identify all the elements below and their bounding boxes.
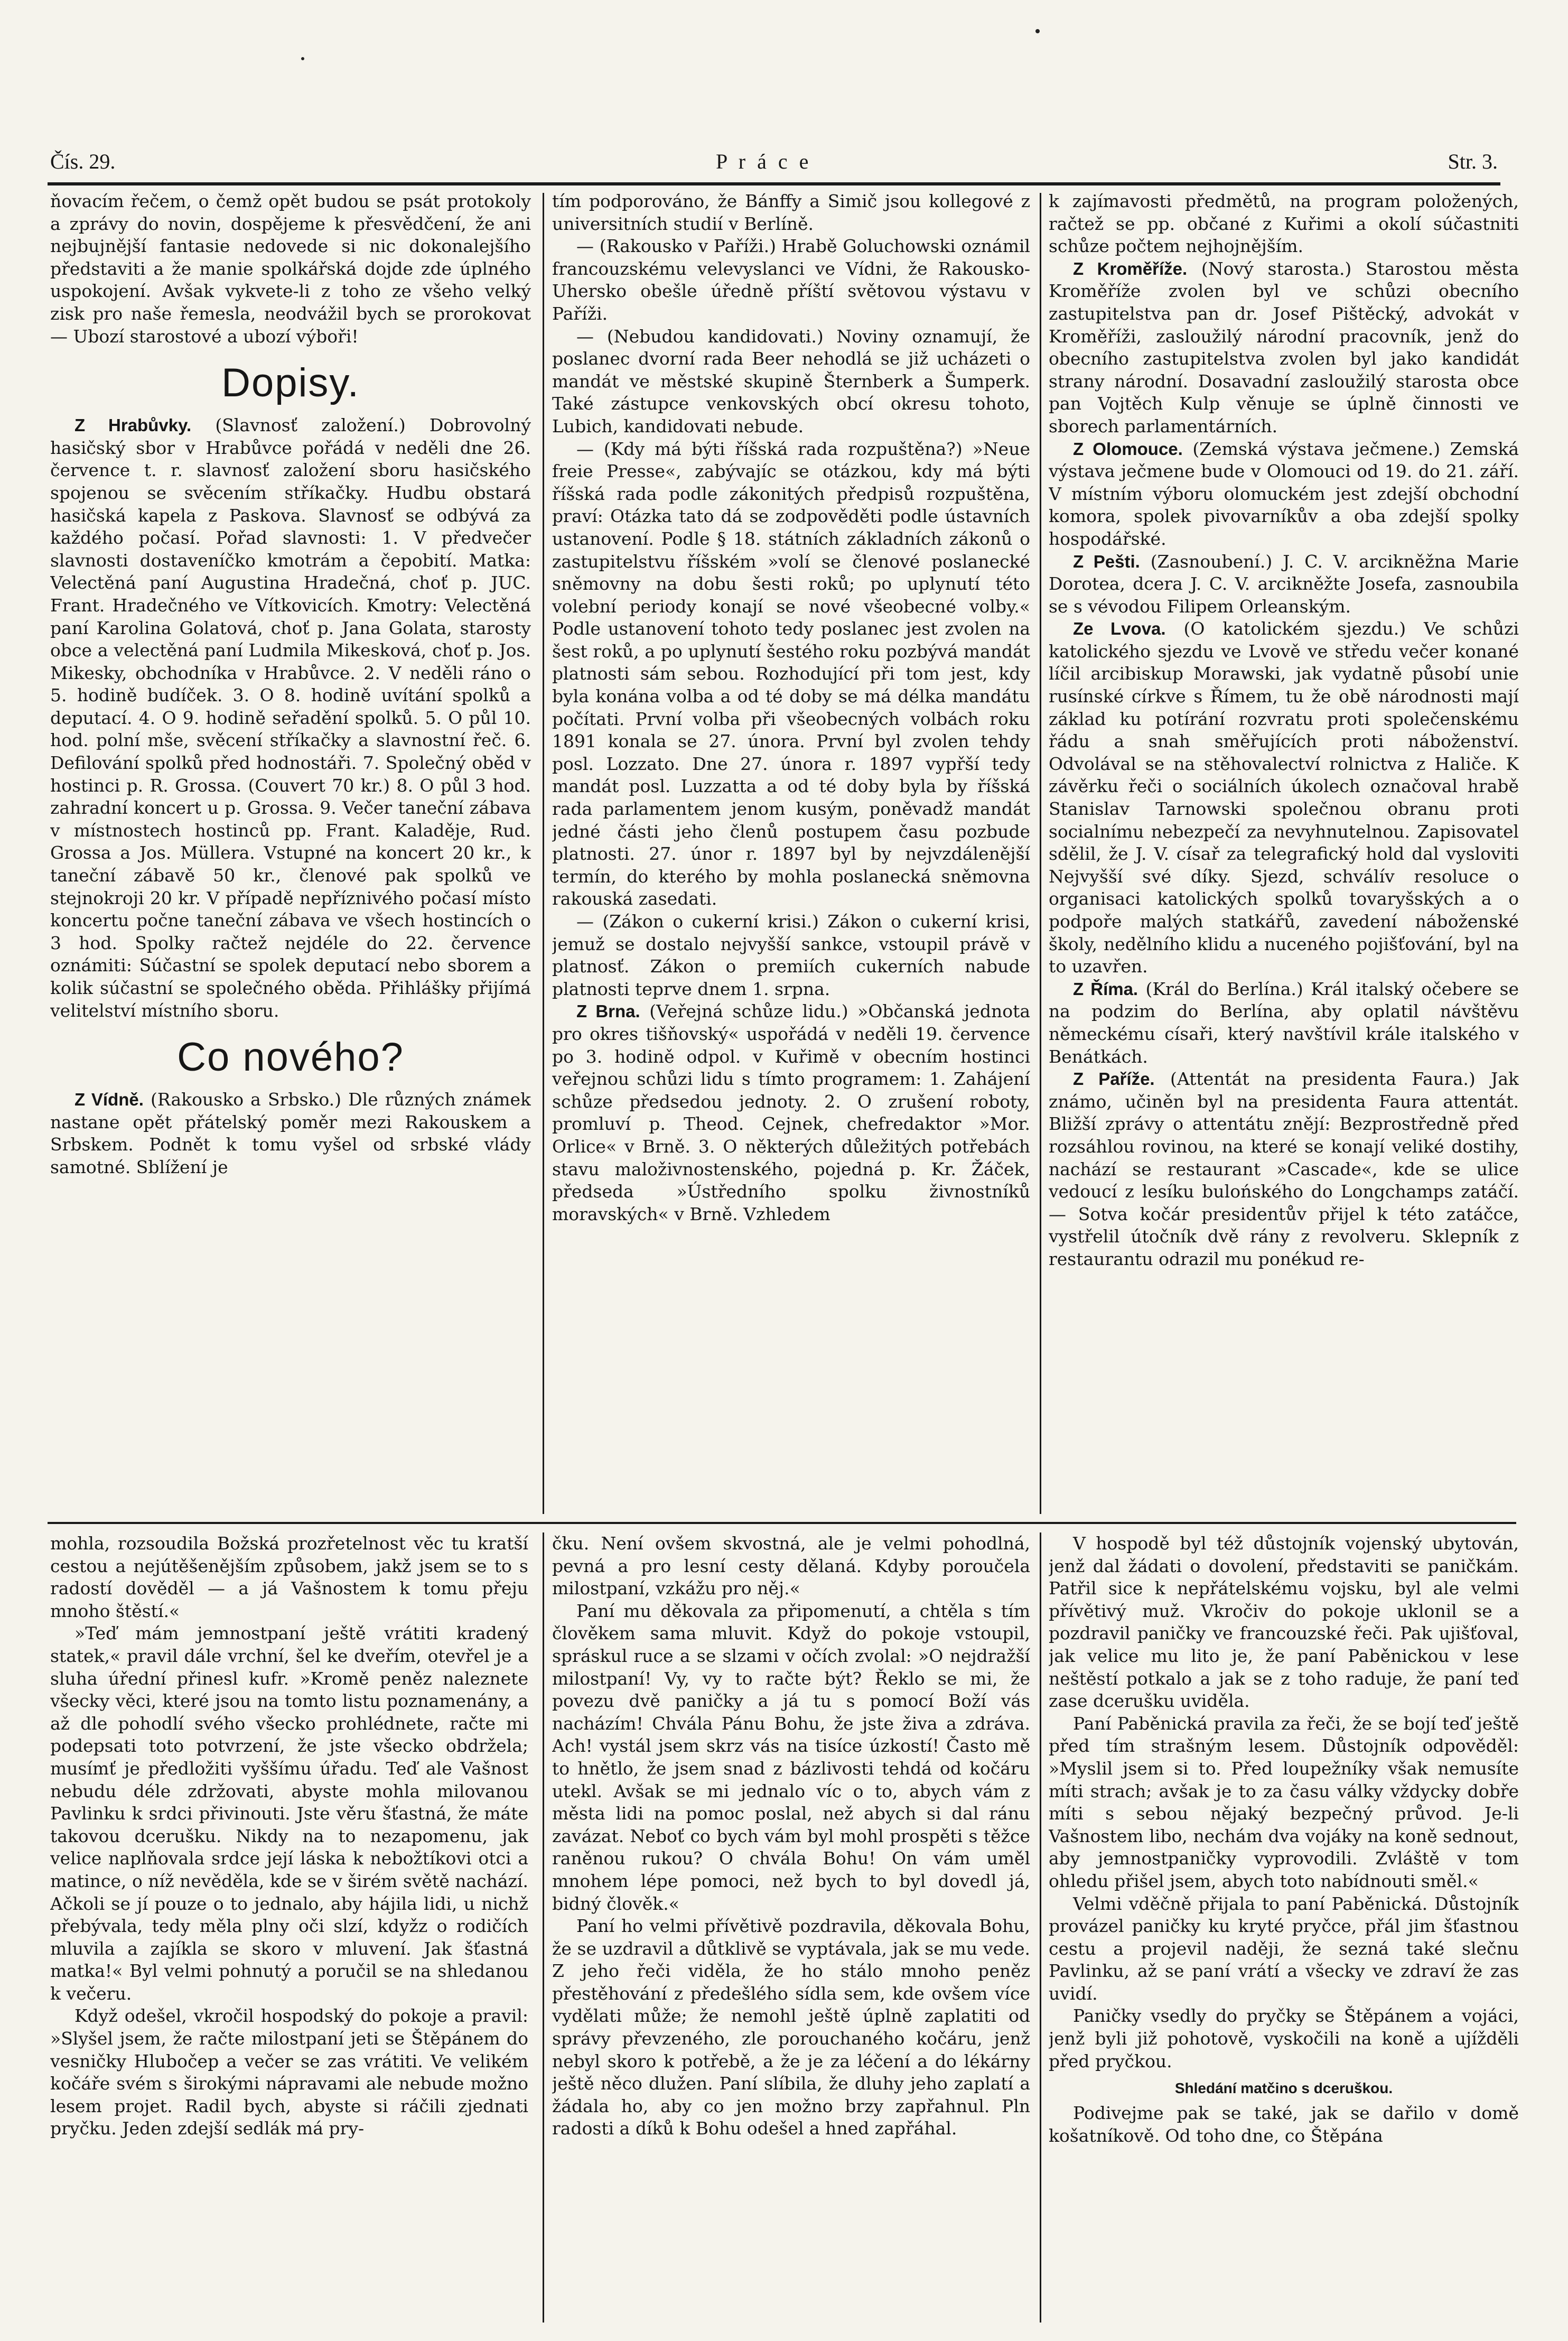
article-rakousko-pariz: — (Rakousko v Paříži.) Hrabě Goluchowski oznámil francouzskému velevyslanci ve Vídni, že Rakousko-Uhersko obešle úředně příští světovou výstavu v Paříži. xyxy=(552,236,1030,324)
story-paragraph: čku. Není ovšem skvostná, ale je velmi pohodlná, pevná a pro lesní cesty dělaná. Kdyby poroučela milostpaní, vzkážu pro něj.« xyxy=(552,1533,1030,1599)
article-hrabuvka: Z Hrabůvky. (Slavnosť založení.) Dobrovolný hasičský sbor v Hrabůvce pořádá v neděli dne 26. července t. r. slavnosť založení sboru hasičského spojenou se svěcením stříkačky. Hudbu obstará hasičská kapela z Paskova. Slavnosť se odbývá za každého počasí. Pořad slavnosti: 1. V předvečer slavnosti dostaveníčko kmotrám a čepobití. Matka: Velectěná paní Augustina Hradečná, choť p. JUC. Frant. Hradečného ve Vítkovicích. Kmotry: Velectěná paní Karolina Golatová, choť p. Jana Golata, starosty obce a velectěná paní Ludmila Mikesková, choť p. Jos. Mikesky, obchodníka v Hrabůvce. 2. V neděli ráno o 5. hodině budíček. 3. O 8. hodině uvítání spolků a deputací. 4. O 9. hodině seřadění spolků. 5. O půl 10. hod. polní mše, svěcení stříkačky a slavnostní řeč. 6. Defilování spolků před hodnostáři. 7. Společný oběd v hostinci p. R. Grossa. (Couvert 70 kr.) 8. O půl 3 hod. zahradní koncert u p. Grossa. 9. Večer taneční zábava v místnostech hostinců pp. Frant. Kaladěje, Rud. Grossa a Jos. Müllera. Vstupné na koncert 20 kr., k taneční zábavě 50 kr., členové pak spolků ve stejnokroji 20 kr. V případě nepříznivého počasí místo koncertu počne taneční zábava ve všech hostincích o 3 hod. Spolky račtež nejdéle do 22. července oznámiti: Súčastní se spolek deputací nebo sborem a kolik súčastní se společného oběda. Přihlášky přijímá velitelství místního sboru. xyxy=(50,415,531,1021)
story-paragraph: Paničky vsedly do pryčky se Štěpánem a vojáci, jenž byli již pohotově, vyskočili na koně a ujížděli před pryčkou. xyxy=(1049,2005,1519,2071)
article-cukerni-krise: — (Zákon o cukerní krisi.) Zákon o cukerní krisi, jemuž se dostalo nejvyšší sankce, vstoupil právě v platnosť. Zákon o premiích cukerních nabude platnosti teprve dnem 1. srpna. xyxy=(552,911,1030,999)
print-speck xyxy=(1035,29,1040,33)
story-paragraph: Podivejme pak se také, jak se dařilo v domě košatníkově. Od toho dne, co Štěpána xyxy=(1049,2103,1519,2146)
story-paragraph: Paní mu děkovala za připomenutí, a chtěla s tím člověkem sama mluvit. Když do pokoje vstoupil, spráskul ruce a se slzami v očích zvolal: »O nejdražší milostpaní! Vy, vy to račte být? Řeklo se mi, že povezu dvě paničky a já tu s pomocí Boží vás nacházím! Chvála Pánu Bohu, že jste živa a zdráva. Ach! vystál jsem skrz vás na tisíce úzkostí! Často mě to hnětlo, že jsem snad z bázlivosti tehdá od kočáru utekl. Avšak se mi jednalo víc o to, abych vám z města lidi na pomoc poslal, než abych si dal ránu zavázat. Neboť co bych vám byl mohl prospěti s těžce raněnou rukou? O chvála Bohu! On vám uměl mnohem lépe pomoci, než bych to byl dovedl já, bidný člověk.« xyxy=(552,1600,1030,1914)
article-risska-rada: — (Kdy má býti říšská rada rozpuštěna?) »Neue freie Presse«, zabývajíc se otázkou, kdy má býti říšská rada podle zákonitých předpisů rozpuštěna, praví: Otázka tato dá se zodpověděti podle ústavních ustanovení. Podle § 18. státních základních zákonů o zastupitelstvu říšském »volí se členové poslanecké sněmovny na dobu šesti roků; po uplynutí této volební periody konají se nové všeobecné volby.« Podle ustanovení tohoto tedy poslanec jest zvolen na šest roků, a po uplynutí šestého roku pozbývá mandát platnosti sám sebou. Rozhodující při tom jest, kdy byla konána volba a od té doby se má délka mandátu počítati. První volba při všeobecných volbách roku 1891 konala se 27. února. První byl zvolen tehdy posl. Lozzato. Dne 27. února r. 1897 vypřší tedy mandát posl. Luzzatta a od té doby byla by říšská rada parlamentem jenom kusým, poněvadž mandát jedné části jeho členů postupem času pozbude platnosti. 27. únor r. 1897 byl by nejvzdálenější termín, do kterého by mohla poslanecká sněmovna rakouská zasedati. xyxy=(552,438,1030,909)
feuilleton-column-2 xyxy=(552,1532,1030,2325)
print-speck xyxy=(301,57,304,60)
header-rule xyxy=(48,182,1500,185)
article-vidne: Z Vídně. (Rakousko a Srbsko.) Dle různých známek nastane opět přátelský poměr mezi Rakouskem a Srbskem. Podnět k tomu vyšel od srbské vlády samotné. Sblížení je xyxy=(50,1089,531,1177)
column-divider xyxy=(543,1532,544,2323)
column-3 xyxy=(1049,190,1519,1517)
article-continuation: k zajímavosti předmětů, na program položených, račtež se pp. občané z Kuřimi a okolí súčastniti schůze počtem nejhojnějším. xyxy=(1049,191,1519,257)
story-paragraph: Paní Paběnická pravila za řeči, že se bojí teď ještě před tím strašným lesem. Důstojník odpověděl: »Myslil jsem si to. Před loupežníky však nemusíte míti strach; avšak je to za času války vždycky dobře míti s sebou nějaký bezpečný průvod. Je-li Vašnostem libo, nechám dva vojáky na koně sednout, aby jemnostpaničky vyprovodili. Zvláště v tom ohledu přišel jsem, abych toto nabídnouti směl.« xyxy=(1049,1713,1519,1891)
issue-number: Čís. 29. xyxy=(50,150,116,173)
story-paragraph: V hospodě byl též důstojník vojenský ubytován, jenž dal žádati o dovolení, představiti se paničkám. Patřil sice k nepřátelskému vojsku, byl ale velmi přívětivý muž. Vkročiv do pokoje uklonil se a pozdravil paničky ve francouzské řeči. Pak ujišťoval, jak velice mu lito je, že paní Paběnickou v lese neštěstí potkalo a jak se z toho raduje, že paní teď zase dcerušku uviděla. xyxy=(1049,1533,1519,1712)
article-lvov: Ze Lvova. (O katolickém sjezdu.) Ve schůzi katolického sjezdu ve Lvově ve středu večer konané líčil arcibiskup Morawski, jak vydatně působí unie rusínské církve s Římem, tu že obě národnosti mají základ ku potírání rozvratu proti společenskému řádu a snah směřujících proti náboženství. Odvolával se na stěhovalectví rolnictva z Haliče. K závěrku řeči o sociálních úkolech označoval hrabě Stanislav Tarnowski společnou obranu proti socialnímu nebezpečí za nevyhnutelnou. Zapisovatel sdělil, že J. V. císař za telegrafický hold dal vysloviti Nejvyšší své díky. Sjezd, schválív resoluce o organisaci katolických spolků tovaryšských a o podpoře malých statkářů, zavedení náboženské školy, nedělního klidu a nuceného pojišťování, byl na to uzavřen. xyxy=(1049,618,1519,977)
section-heading-co-noveho: Co nového? xyxy=(177,1035,404,1080)
newspaper-title: P r á c e xyxy=(716,150,812,173)
article-continuation: tím podporováno, že Bánffy a Simič jsou kollegové z universitních studií v Berlíně. xyxy=(552,191,1030,234)
column-1 xyxy=(50,190,531,1517)
page-number: Str. 3. xyxy=(1448,150,1498,173)
column-divider xyxy=(1040,193,1041,1514)
article-nebudou-kandidovati: — (Nebudou kandidovati.) Noviny oznamují, že poslanec dvorní rada Beer nehodlá se již ucházeti o mandát ve městské skupině Šternberk a Šumperk. Také zástupce venkovských obcí okresu tohoto, Lubich, kandidovati nebude. xyxy=(552,326,1030,436)
column-divider xyxy=(543,193,544,1514)
story-paragraph: Velmi vděčně přijala to paní Paběnická. Důstojník provázel paničky ku kryté pryčce, přál jim šťastnou cestu a projevil naději, že sezná také slečnu Pavlinku, až se paní vrátí a všecky ve zdraví že zas uvidí. xyxy=(1049,1893,1519,2004)
story-paragraph: Když odešel, vkročil hospodský do pokoje a pravil: »Slyšel jsem, že račte milostpaní jeti se Štěpánem do vesničky Hlubočep a večer se zas vrátiti. Ve velikém kočáře svém s širokými nápravami ale nebude možno lesem projet. Radil bych, abyste si ráčili zjednati pryčku. Jeden zdejší sedlák má pry- xyxy=(50,2005,528,2139)
page-header xyxy=(50,149,1498,175)
feuilleton-column-1 xyxy=(50,1532,528,2325)
story-paragraph: mohla, rozsoudila Božská prozřetelnost věc tu kratší cestou a nejútěšenějším způsobem, jakž jsem se to s radostí dověděl — a já Vašnostem k tomu přeju mnoho štěstí.« xyxy=(50,1533,528,1621)
article-rim: Z Říma. (Král do Berlína.) Král italský očebere se na podzim do Berlína, aby oplatil návštěvu německému císaři, který navštívil krále italského v Benátkách. xyxy=(1049,978,1519,1067)
section-heading-dopisy: Dopisy. xyxy=(221,360,360,406)
feuilleton-rule xyxy=(48,1522,1516,1524)
chapter-heading: Shledání matčino s dceruškou. xyxy=(1174,2080,1393,2097)
column-divider xyxy=(1040,1532,1041,2323)
article-continuation: ňovacím řečem, o čemž opět budou se psát protokoly a zprávy do novin, dospějeme k přesvědčení, že ani nejbujnější fantasie nedovede si nic dokonalejšího představiti a že manie spolkářská dojde zde úplného uspokojení. Avšak vykvete-li z toho ze všeho velký zisk pro naše řemesla, neodvážil bych se prorokovat — Ubozí starostové a ubozí výboři! xyxy=(50,191,531,347)
feuilleton-column-3 xyxy=(1049,1532,1519,2325)
article-brno: Z Brna. (Veřejná schůze lidu.) »Občanská jednota pro okres tišňovský« uspořádá v neděli 19. července po 3. hodině odpol. v Kuřimě v obecním hostinci veřejnou schůzi lidu s tímto programem: 1. Zahájení schůze předsedou jednoty. 2. O zrušení roboty, promluví p. Theod. Cejnek, chefredaktor »Mor. Orlice« v Brně. 3. O některých důležitých potřebách stavu maloživnostenského, pojedná p. Kr. Žáček, předseda »Ústředního spolku živnostníků moravských« v Brně. Vzhledem xyxy=(552,1001,1030,1224)
column-2 xyxy=(552,190,1030,1517)
story-paragraph: »Teď mám jemnostpaní ještě vrátiti kradený statek,« pravil dále vrchní, šel ke dveřím, otevřel je a sluha úřední přinesl kufr. »Kromě peněz naleznete všecky věci, které jsou na tomto listu poznamenány, a až dle pohodlí svého všecko prohlédnete, račte mi podepsati toto potvrzení, že jste všecko obdržela; musímť je předložiti vyššímu úřadu. Teď ale Vašnost nebudu déle zdržovati, abyste mohla milovanou Pavlinku k srdci přivinouti. Jste věru šťastná, že máte takovou dcerušku. Nikdy na to nezapomenu, jak velice naplňovala srdce její láska k nebožtíkovi otci a matince, o níž nevěděla, kde se v širém světě nachází. Ačkoli se jí pouze o to jednalo, aby hájila lidi, u nichž přebývala, tedy měla plny oči slzí, kdyžz o rodičích mluvila a zajíkla se skoro v mluvení. Jak šťastná matka!« Byl velmi pohnutý a poručil se na shledanou k večeru. xyxy=(50,1623,528,2004)
article-olomouc: Z Olomouce. (Zemská výstava ječmene.) Zemská výstava ječmene bude v Olomouci od 19. do 21. září. V místním výboru olomuckém jest zdejší obchodní komora, spolek pivovarníkův a oba zdejší spolky hospodářské. xyxy=(1049,438,1519,549)
article-kromeriz: Z Kroměříže. (Nový starosta.) Starostou města Kroměříže zvolen byl ve schůzi obecního zastupitelstva pan dr. Josef Pištěcký, advokát v Kroměříži, zasloužilý národní pracovník, jenž do obecního zastupitelstva zvolen byl jako kandidát strany národní. Dosavadní zasloužilý starosta obce pan Vojtěch Kulp věnuje se úplně činnosti ve sborech parlamentárních. xyxy=(1049,258,1519,436)
article-pariz: Z Paříže. (Attentát na presidenta Faura.) Jak známo, učiněn byl na presidenta Faura attentát. Bližší zprávy o attentátu znějí: Bezprostředně před rozsáhlou rovinou, na které se konají veliké dostihy, nachází se restaurant »Cascade«, kde se ulice vedoucí z lesíku bulońského do Longchamps zatáčí. — Sotva kočár presidentův přijel k této zatáčce, vystřelil útočník dvě rány z revolveru. Sklepník z restaurantu odrazil mu ponékud re- xyxy=(1049,1069,1519,1269)
article-pest: Z Pešti. (Zasnoubení.) J. C. V. arcikněžna Marie Dorotea, dcera J. C. V. arcikněžte Josefa, zasnoubila se s vévodou Filipem Orleanským. xyxy=(1049,551,1519,617)
story-paragraph: Paní ho velmi přívětivě pozdravila, děkovala Bohu, že se uzdravil a důtklivě se vyptávala, jak se mu vede. Z jeho řeči viděla, že ho stálo mnoho peněz přestěhování z předešlého sídla sem, kde ovšem více vydělati může; že nemohl ještě úplně zaplatiti od správy převzeného, zle porouchaného kočáru, jenž nebyl skoro k potřebě, a že je za léčení a do lékárny ještě něco dlužen. Paní slíbila, že dluhy jeho zaplatí a žádala ho, aby co jen možno brzy zapřahnul. Pln radosti a díků k Bohu odešel a hned zapřáhal. xyxy=(552,1916,1030,2139)
